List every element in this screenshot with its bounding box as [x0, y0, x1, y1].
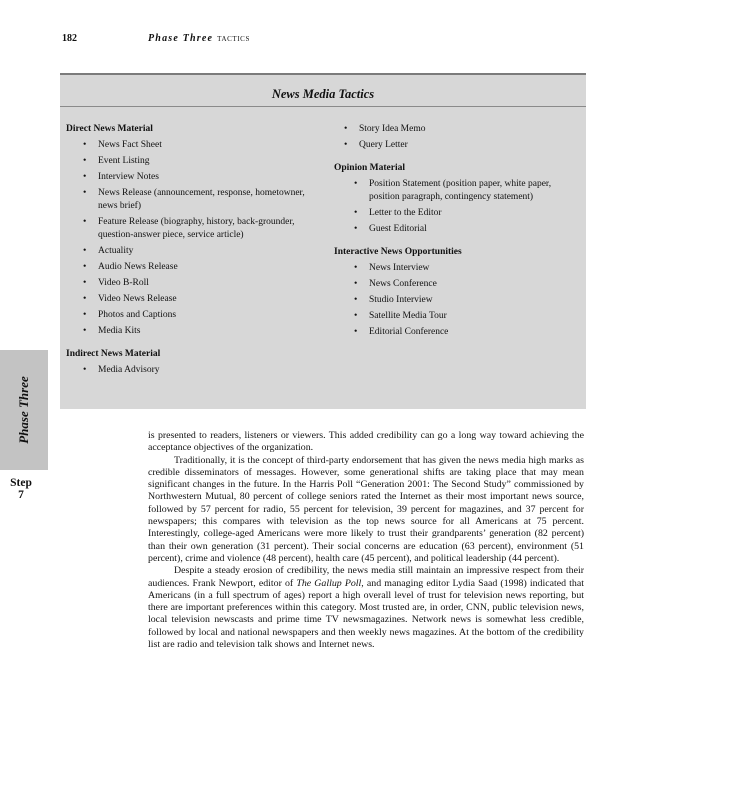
paragraph — [148, 565, 584, 651]
list-item: • Video B-Roll — [66, 277, 326, 290]
list-item: • Event Listing — [66, 155, 326, 168]
direct-news-list — [66, 139, 326, 338]
list-item: • Video News Release — [66, 293, 326, 306]
running-head-section: TACTICS — [217, 35, 250, 43]
list-item: • Photos and Captions — [66, 309, 326, 322]
publication-title: The Gallup Poll — [296, 577, 362, 589]
phase-side-tab — [0, 350, 48, 470]
list-item: • Story Idea Memo — [334, 123, 574, 136]
box-title: News Media Tactics — [271, 87, 375, 101]
list-item: • Editorial Conference — [334, 326, 574, 339]
step-label: Step — [10, 477, 32, 489]
opinion-material-list — [334, 178, 574, 236]
opinion-material-heading: Opinion Material — [334, 163, 405, 173]
box-right-column — [334, 123, 574, 339]
side-tab-label: Phase Three — [16, 376, 31, 444]
list-item: • News Fact Sheet — [66, 139, 326, 152]
list-item: • News Interview — [334, 262, 574, 275]
interactive-news-heading: Interactive News Opportunities — [334, 247, 462, 257]
running-head — [148, 33, 250, 44]
list-item: • Query Letter — [334, 139, 574, 152]
list-item: • Media Kits — [66, 325, 326, 338]
body-text — [148, 430, 584, 651]
step-number: 7 — [18, 489, 24, 501]
list-item: • Interview Notes — [66, 171, 326, 184]
list-item: • Letter to the Editor — [334, 207, 574, 220]
list-item: • Satellite Media Tour — [334, 310, 574, 323]
direct-news-heading: Direct News Material — [66, 124, 153, 134]
list-item: • Audio News Release — [66, 261, 326, 274]
interactive-news-list — [334, 262, 574, 339]
list-item: • Studio Interview — [334, 294, 574, 307]
box-left-column — [66, 123, 326, 377]
indirect-news-list — [66, 364, 326, 377]
step-marker — [4, 477, 38, 501]
running-head-phase: Phase Three — [148, 33, 214, 44]
list-item: • News Release (announcement, response, hometowner, news brief) — [66, 187, 326, 213]
indirect-news-heading: Indirect News Material — [66, 349, 161, 359]
direct-news-continued-list — [334, 123, 574, 152]
list-item: • Guest Editorial — [334, 223, 574, 236]
box-title-rule — [60, 106, 586, 107]
list-item: • Actuality — [66, 245, 326, 258]
paragraph-text: Despite a steady erosion of credibility, the news media still maintain an impressive respect from their audiences. Frank Newport, editor of — [148, 565, 584, 589]
paragraph-text: , and managing editor Lydia Saad (1998) indicated that Americans (in a full spectrum of ages) report a high overall level of trust for television news reporting, but there are important preferences within this category. Most trusted are, in order, CNN, public television news, local television newscasts and prime time TV newsmagazines. Network news is somewhat less credible, followed by local and national newspapers and then weekly news magazines. At the bottom of the credibility list are radio and television talk shows and Internet news. — [148, 577, 584, 651]
news-media-tactics-box — [60, 73, 586, 409]
paragraph: is presented to readers, listeners or viewers. This added credibility can go a long way toward achieving the acceptance objectives of the organization. — [148, 430, 584, 454]
page-number: 182 — [62, 33, 77, 44]
list-item: • Position Statement (position paper, white paper, position paragraph, contingency statement) — [334, 178, 574, 204]
list-item: • Feature Release (biography, history, back-grounder, question-answer piece, service article) — [66, 216, 326, 242]
paragraph: Traditionally, it is the concept of third-party endorsement that has given the news media high marks as credible disseminators of messages. However, some generational shifts are taking place that may mean significant changes in the future. In the Harris Poll “Generation 2001: The Second Study” commissioned by Northwestern Mutual, 80 percent of college seniors rated the Internet as their most important news source, followed by 57 percent for radio, 55 percent for television, 39 percent for magazines, and 37 percent for newspapers; this compares with television as the top news source for all Americans at 75 percent. Interestingly, college-aged Americans were more likely to trust their grandparents’ generation (82 percent) than their own generation (31 percent). Their social concerns are education (63 percent), environment (51 percent), crime and violence (48 percent), health care (45 percent), and political leadership (44 percent). — [148, 454, 584, 564]
list-item: • News Conference — [334, 278, 574, 291]
list-item: • Media Advisory — [66, 364, 326, 377]
